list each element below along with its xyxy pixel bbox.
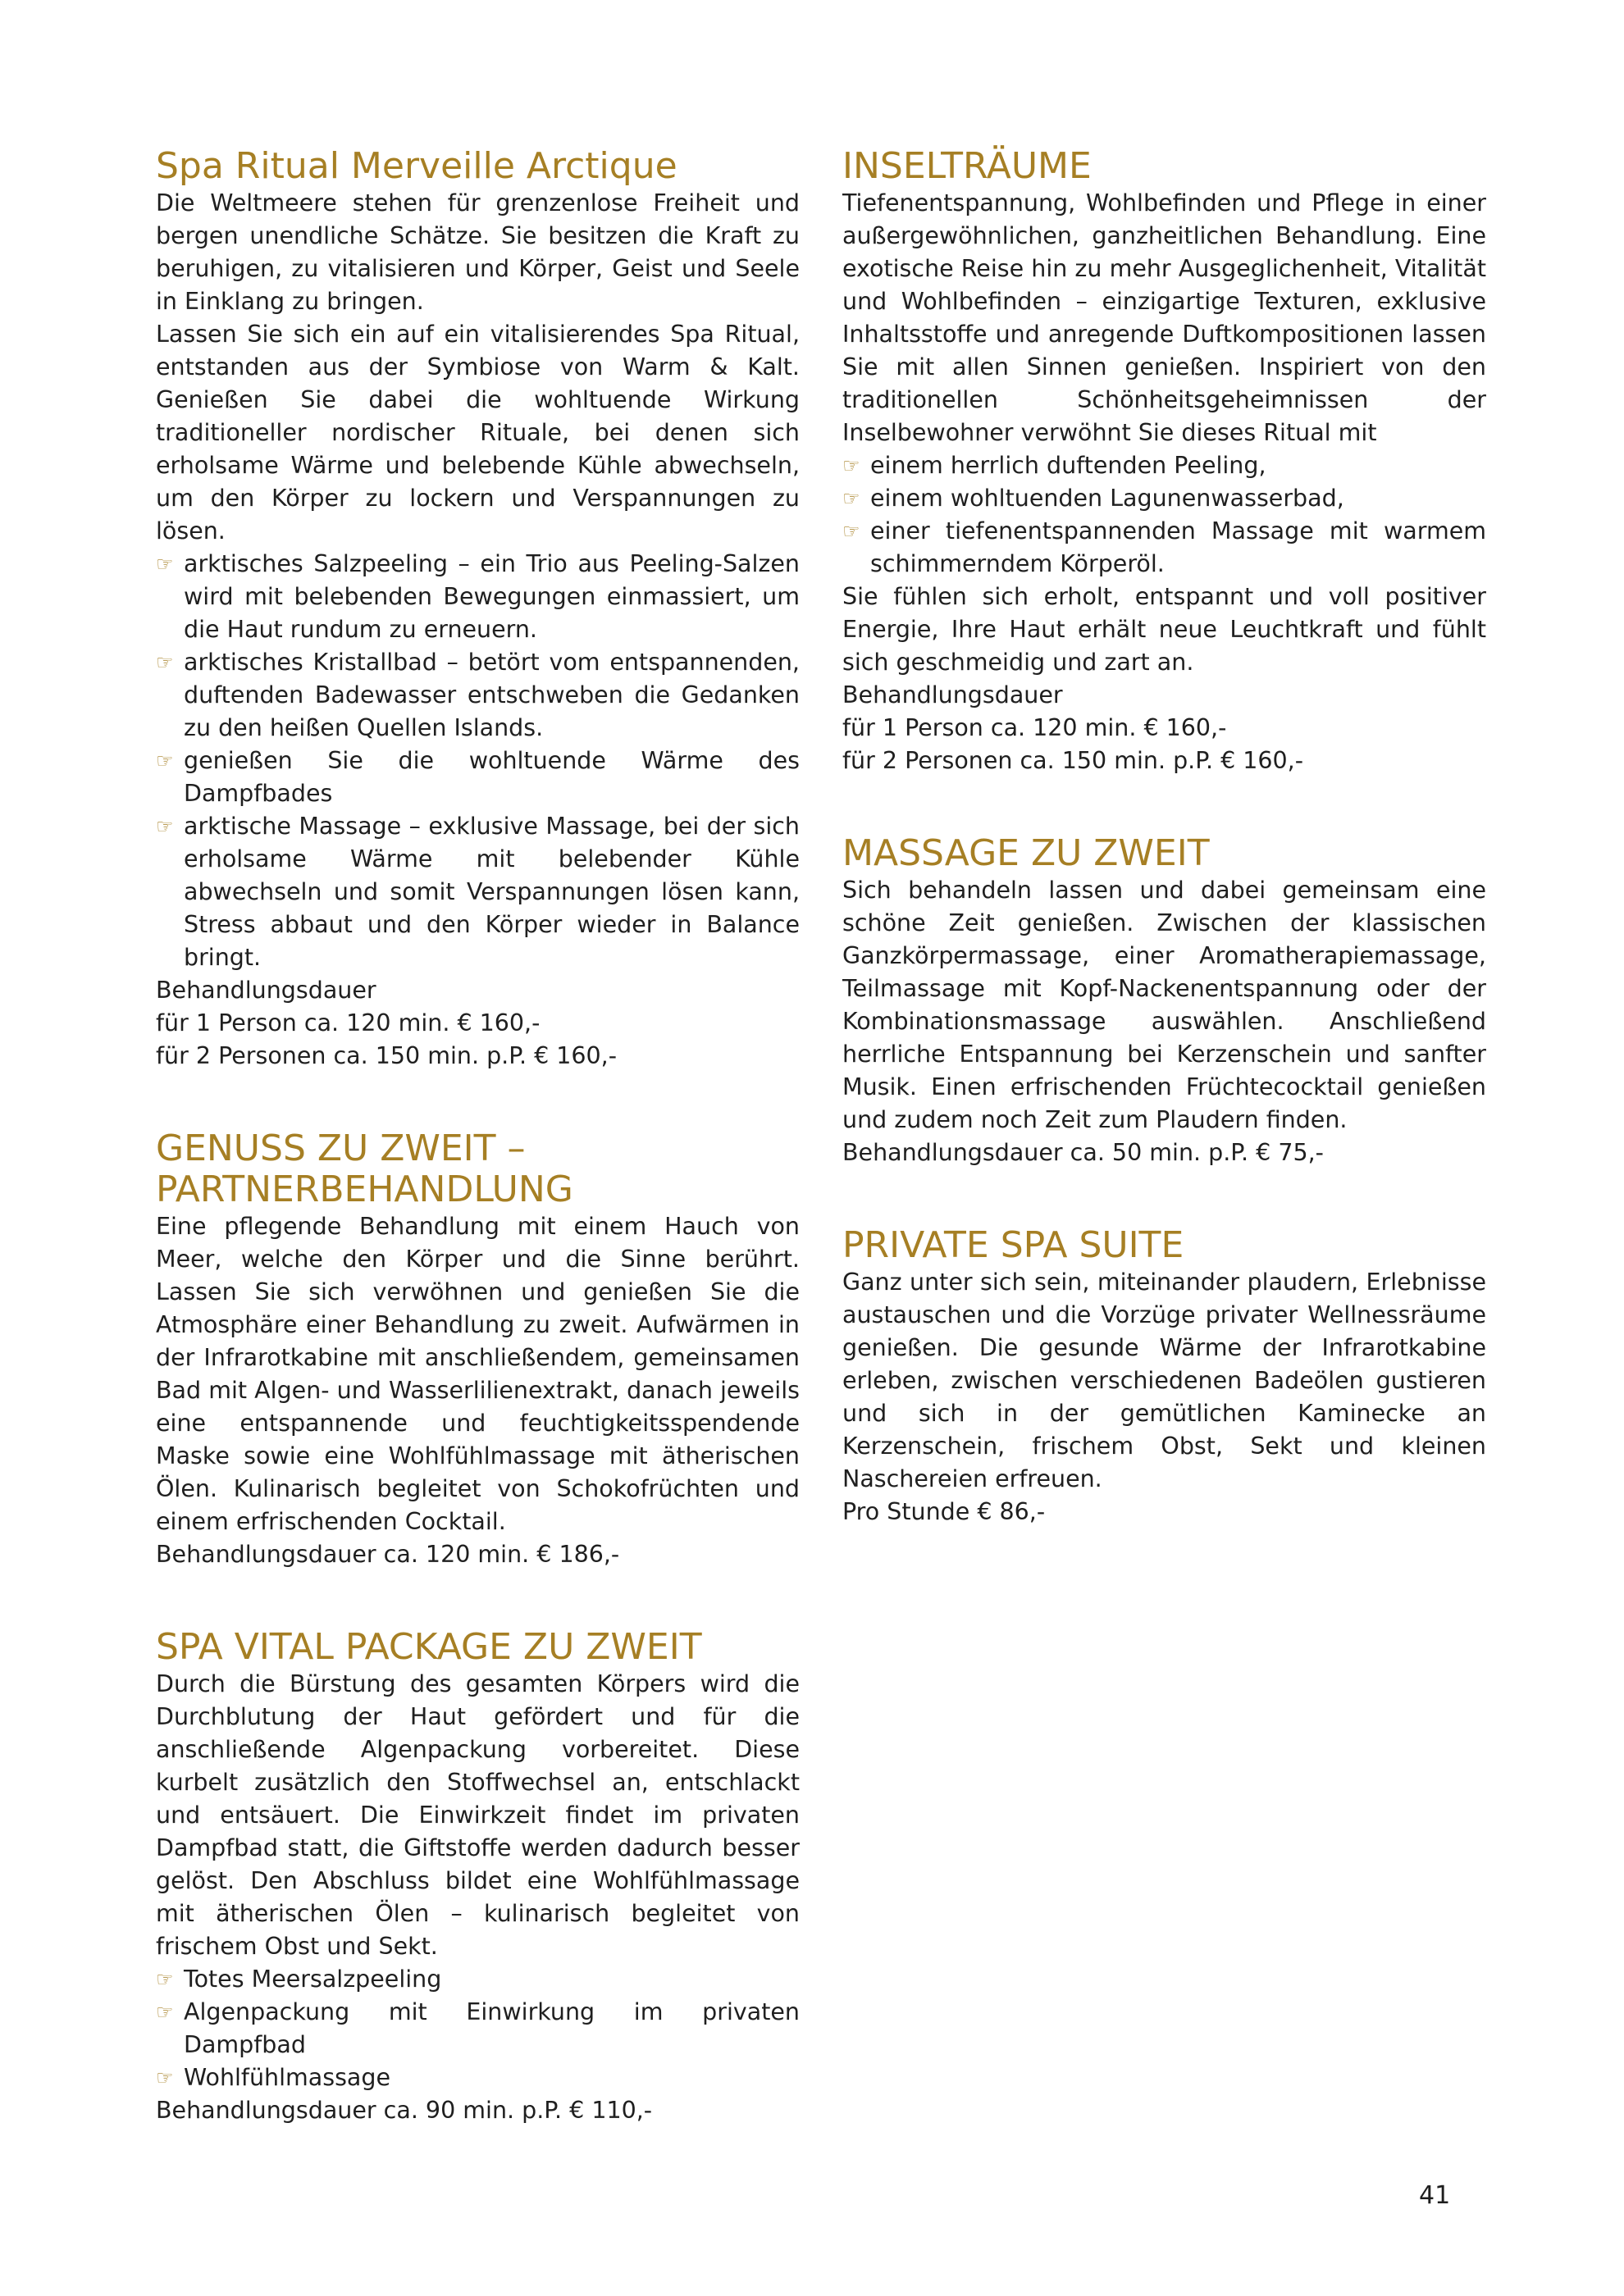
- section-paragraph: Durch die Bürstung des gesamten Körpers wird die Durchblutung der Haut gefördert und für die anschließende Algenpackung vorbereitet. Diese kurbelt zusätzlich den Stoffwechsel an, entschlackt und entsäuert. Die Einwirkzeit findet im privaten Dampfbad statt, die Giftstoffe werden dadurch besser gelöst. Den Abschluss bildet eine Wohlfühlmassage mit ätherischen Ölen – kulinarisch begleitet von frischem Obst und Sekt.: [156, 1670, 800, 1960]
- list-item: ☞ arktisches Salzpeeling – ein Trio aus Peeling-Salzen wird mit belebenden Bewegungen einmassiert, um die Haut rundum zu erneuern.: [156, 548, 800, 646]
- list-item: ☞ Wohlfühlmassage: [156, 2061, 800, 2094]
- page-number: 41: [1419, 2181, 1451, 2210]
- duration-price: Pro Stunde € 86,-: [842, 1498, 1046, 1525]
- list-item: ☞ einer tiefenentspannenden Massage mit warmem schimmerndem Körperöl.: [842, 515, 1486, 581]
- list-item: ☞ arktische Massage – exklusive Massage, bei der sich erholsame Wärme mit belebender Kühle abwechseln und somit Verspannungen lösen kann, Stress abbaut und den Körper wieder in Balance bringt.: [156, 810, 800, 974]
- section-paragraph: Die Weltmeere stehen für grenzenlose Freiheit und bergen unendliche Schätze. Sie besitzen die Kraft zu beruhigen, zu vitalisieren und Körper, Geist und Seele in Einklang zu bringen.: [156, 189, 800, 315]
- hand-pointer-icon: ☞: [156, 553, 174, 576]
- section-spa-vital-package: [156, 1627, 800, 2127]
- list-item: ☞ genießen Sie die wohltuende Wärme des Dampfbades: [156, 745, 800, 810]
- section-inseltraeume: [842, 146, 1486, 777]
- duration-label: Behandlungsdauer: [156, 977, 376, 1004]
- right-column: [842, 146, 1486, 1584]
- bullet-list: [156, 548, 800, 974]
- section-paragraph: Eine pflegende Behandlung mit einem Hauch von Meer, welche den Körper und die Sinne berührt. Lassen Sie sich verwöhnen und genießen Sie die Atmosphäre einer Behandlung zu zweit. Aufwärmen in der Infrarotkabine mit anschließendem, gemeinsamen Bad mit Algen- und Wasserlilienextrakt, danach jeweils eine entspannende und feuchtigkeitsspendende Maske sowie eine Wohlfühlmassage mit ätherischen Ölen. Kulinarisch begleitet von Schokofrüchten und einem erfrischenden Cocktail.: [156, 1213, 800, 1535]
- duration-label: Behandlungsdauer: [842, 681, 1063, 708]
- list-item: ☞ Algenpackung mit Einwirkung im privaten Dampfbad: [156, 1996, 800, 2061]
- list-item: ☞ Totes Meersalzpeeling: [156, 1963, 800, 1996]
- duration-price: für 1 Person ca. 120 min. € 160,-: [842, 714, 1227, 741]
- hand-pointer-icon: ☞: [156, 651, 174, 674]
- section-genuss-zu-zweit: [156, 1128, 800, 1571]
- list-item: ☞ einem wohltuenden Lagunenwasserbad,: [842, 482, 1486, 515]
- section-paragraph: Lassen Sie sich ein auf ein vitalisierendes Spa Ritual, entstanden aus der Symbiose von Warm & Kalt. Genießen Sie dabei die wohltuende Wirkung traditioneller nordischer Rituale, bei denen sich erholsame Wärme und belebende Kühle abwechseln, um den Körper zu lockern und Verspannungen zu lösen.: [156, 321, 800, 544]
- duration-price: für 1 Person ca. 120 min. € 160,-: [156, 1009, 541, 1036]
- duration-price: Behandlungsdauer ca. 120 min. € 186,-: [156, 1541, 620, 1568]
- list-item: ☞ einem herrlich duftenden Peeling,: [842, 449, 1486, 482]
- section-paragraph: Ganz unter sich sein, miteinander plaudern, Erlebnisse austauschen und die Vorzüge privater Wellnessräume genießen. Die gesunde Wärme der Infrarotkabine erleben, zwischen verschiedenen Badeölen gustieren und sich in der gemütlichen Kaminecke an Kerzenschein, frischem Obst, Sekt und kleinen Naschereien erfreuen.: [842, 1269, 1486, 1492]
- hand-pointer-icon: ☞: [842, 454, 860, 477]
- bullet-list: [842, 449, 1486, 581]
- bullet-list: [156, 1963, 800, 2094]
- section-massage-zu-zweit: [842, 833, 1486, 1169]
- hand-pointer-icon: ☞: [156, 2001, 174, 2024]
- section-paragraph: Sie fühlen sich erholt, entspannt und voll positiver Energie, Ihre Haut erhält neue Leuchtkraft und fühlt sich geschmeidig und zart an.: [842, 583, 1486, 676]
- section-title: Spa Ritual Merveille Arctique: [156, 145, 677, 187]
- duration-price: Behandlungsdauer ca. 50 min. p.P. € 75,-: [842, 1139, 1324, 1166]
- section-title: INSELTRÄUME: [842, 145, 1092, 187]
- section-paragraph: Sich behandeln lassen und dabei gemeinsam eine schöne Zeit genießen. Zwischen der klassischen Ganzkörpermassage, einer Aromatherapiemassage, Teilmassage mit Kopf-Nackenentspannung oder der Kombinationsmassage auswählen. Anschließend herrliche Entspannung bei Kerzenschein und sanfter Musik. Einen erfrischenden Früchtecocktail genießen und zudem noch Zeit zum Plaudern finden.: [842, 877, 1486, 1133]
- hand-pointer-icon: ☞: [156, 2066, 174, 2089]
- duration-price: für 2 Personen ca. 150 min. p.P. € 160,-: [156, 1042, 618, 1069]
- section-title: PRIVATE SPA SUITE: [842, 1224, 1184, 1266]
- section-spa-ritual: [156, 146, 800, 1073]
- left-column: [156, 146, 800, 2183]
- hand-pointer-icon: ☞: [156, 815, 174, 838]
- section-title: MASSAGE ZU ZWEIT: [842, 832, 1210, 874]
- section-title: GENUSS ZU ZWEIT – PARTNERBEHANDLUNG: [156, 1128, 573, 1210]
- hand-pointer-icon: ☞: [842, 520, 860, 543]
- section-private-spa-suite: [842, 1225, 1486, 1528]
- hand-pointer-icon: ☞: [156, 1968, 174, 1991]
- duration-price: für 2 Personen ca. 150 min. p.P. € 160,-: [842, 747, 1304, 774]
- section-paragraph: Tiefenentspannung, Wohlbefinden und Pflege in einer außergewöhnlichen, ganzheitlichen Behandlung. Eine exotische Reise hin zu mehr Ausgeglichenheit, Vitalität und Wohlbefinden – einzigartige Texturen, exklusive Inhaltsstoffe und anregende Duftkompositionen lassen Sie mit allen Sinnen genießen. Inspiriert von den traditionellen Schönheitsgeheimnissen der Inselbewohner verwöhnt Sie dieses Ritual mit: [842, 189, 1486, 446]
- duration-price: Behandlungsdauer ca. 90 min. p.P. € 110,-: [156, 2097, 653, 2124]
- hand-pointer-icon: ☞: [842, 487, 860, 510]
- section-title: SPA VITAL PACKAGE ZU ZWEIT: [156, 1626, 702, 1668]
- hand-pointer-icon: ☞: [156, 749, 174, 772]
- list-item: ☞ arktisches Kristallbad – betört vom entspannenden, duftenden Badewasser entschweben die Gedanken zu den heißen Quellen Islands.: [156, 646, 800, 745]
